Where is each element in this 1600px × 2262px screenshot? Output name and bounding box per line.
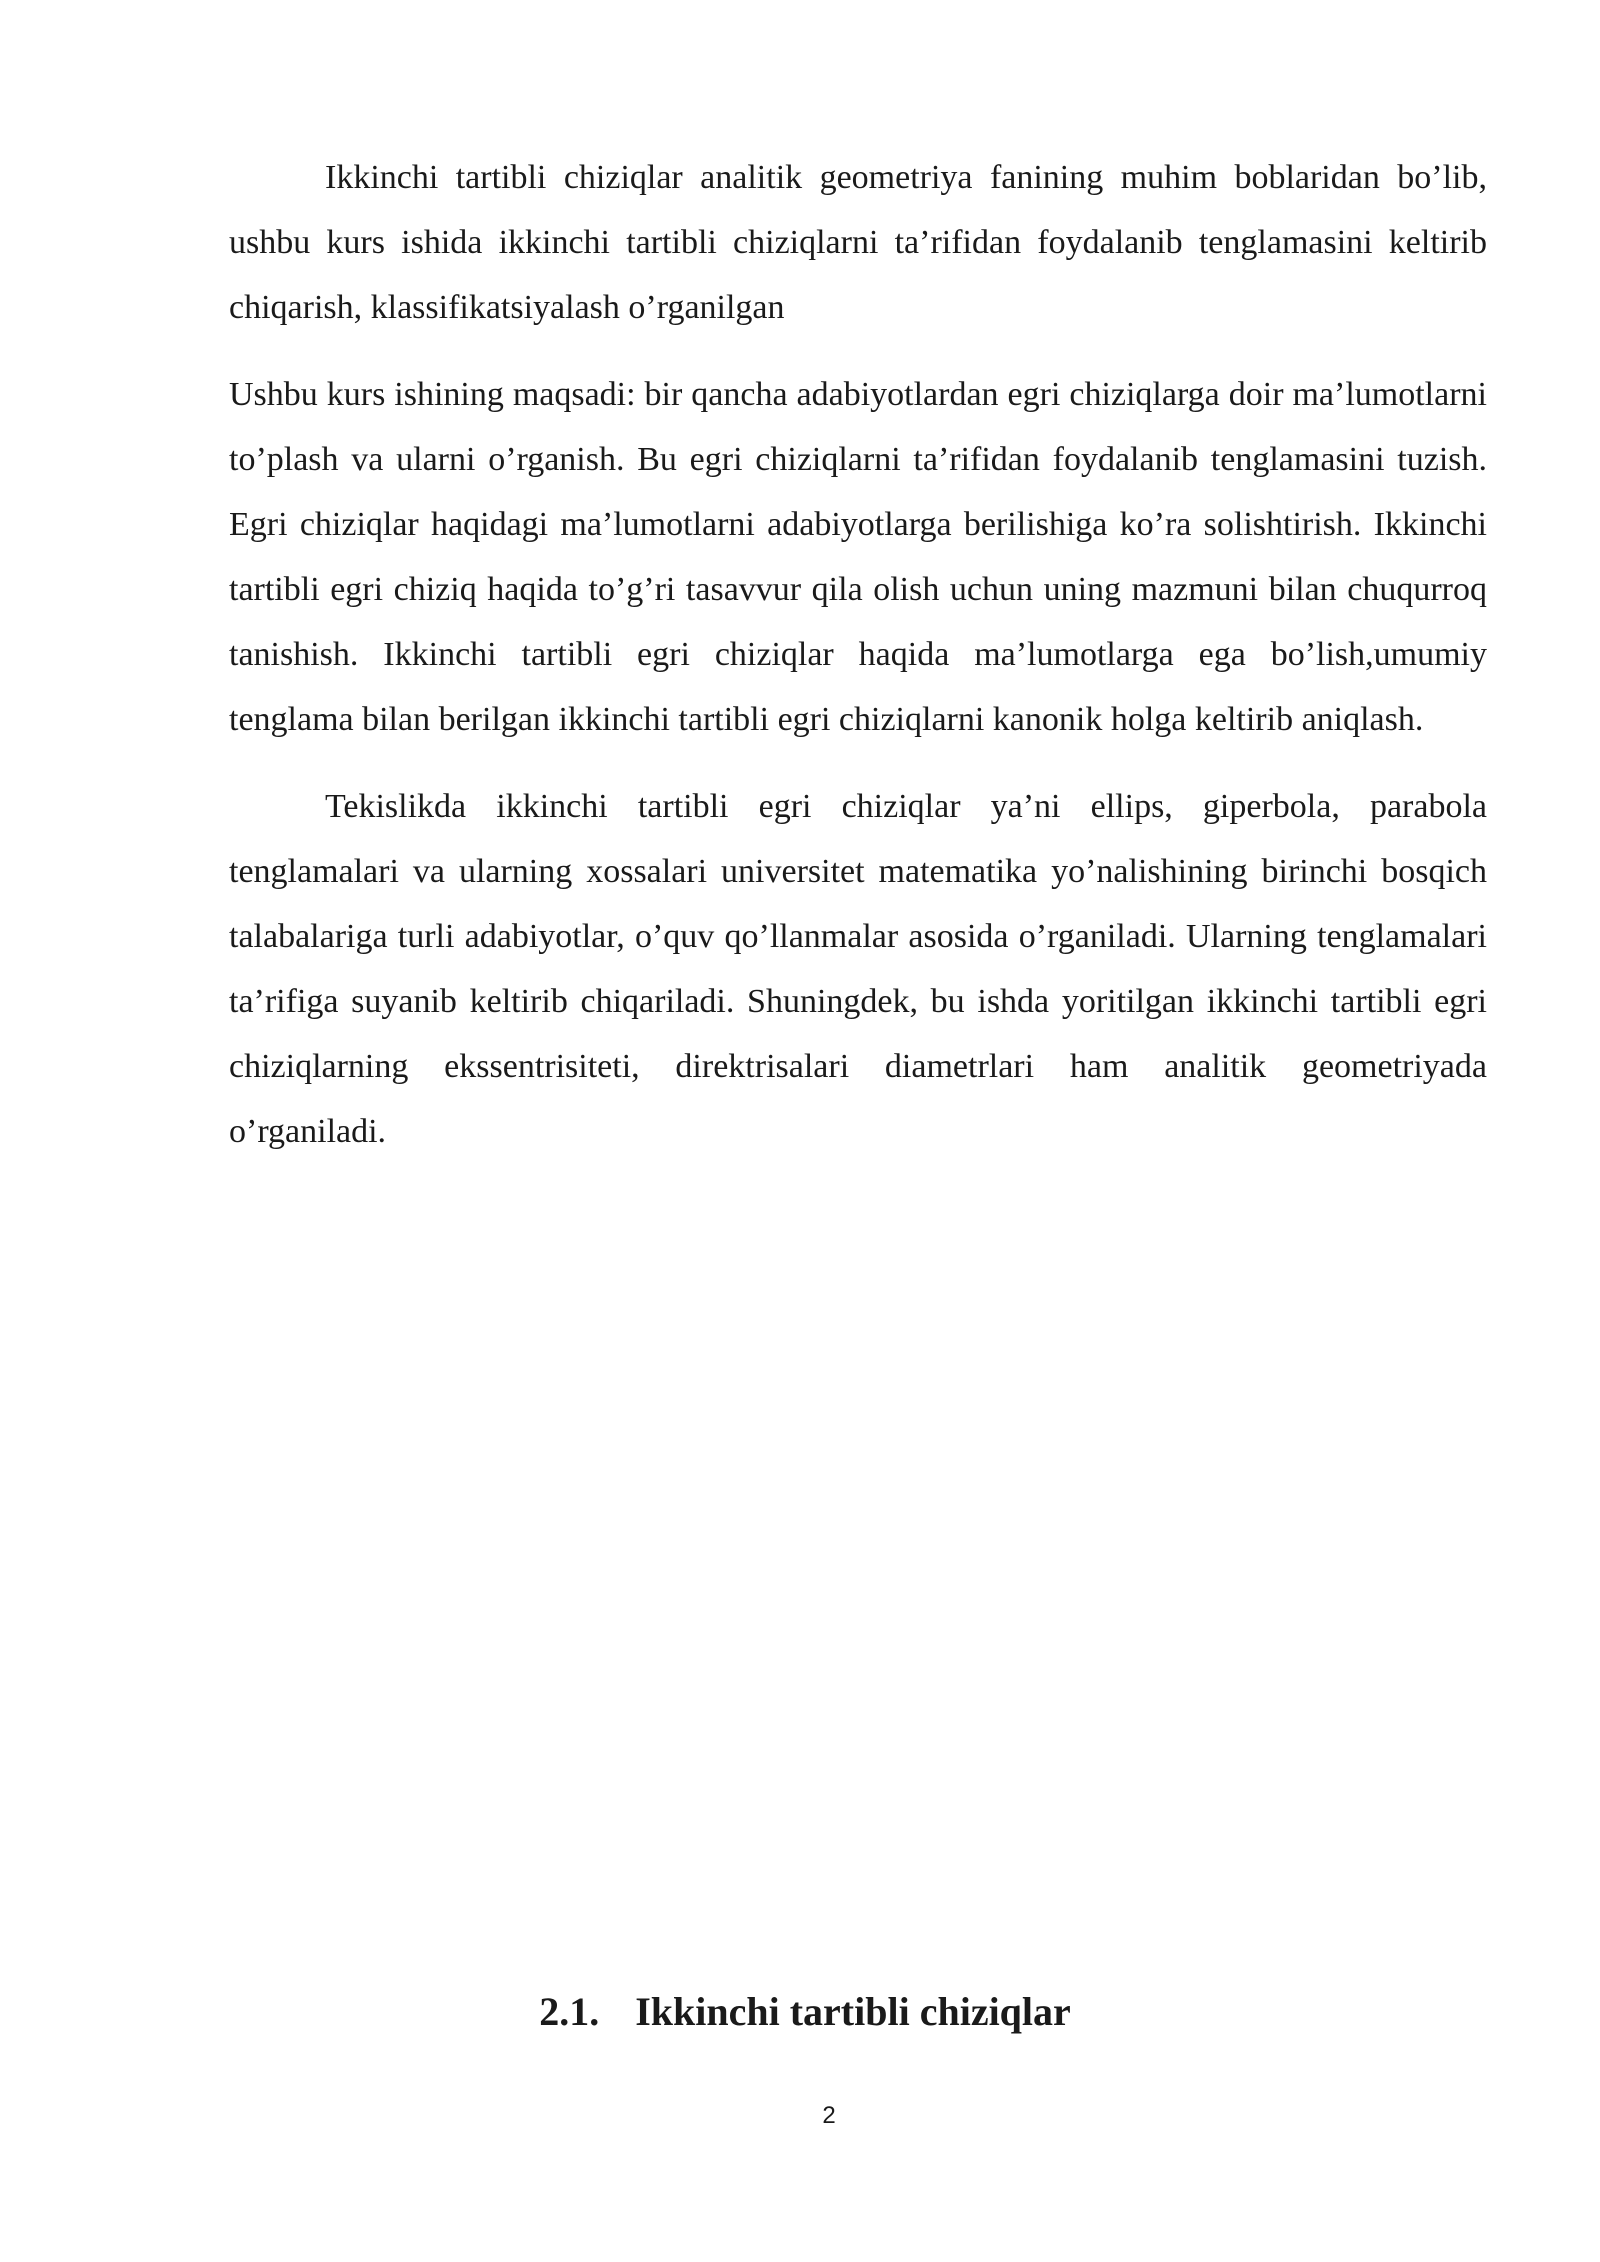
intro-paragraph: Ikkinchi tartibli chiziqlar analitik geometriya fanining muhim boblaridan bo’lib, ushbu kurs ishida ikkinchi tartibli chiziqlarni ta’rifidan foydalanib tenglamasini keltirib chiqarish, klassifikatsiyalash o’rganilgan	[229, 159, 1487, 326]
section-title: Ikkinchi tartibli chiziqlar	[635, 1989, 1071, 2034]
section-number: 2.1.	[539, 1989, 600, 2034]
section-heading	[0, 1984, 1600, 2040]
purpose-paragraph: Ushbu kurs ishining maqsadi: bir qancha adabiyotlardan egri chiziqlarga doir ma’lumotlarni to’plash va ularni o’rganish. Bu egri chiziqlarni ta’rifidan foydalanib tenglamasini tuzish. Egri chiziqlar haqidagi ma’lumotlarni adabiyotlarga berilishiga ko’ra solishtirish. Ikkinchi tartibli egri chiziq haqida to’g’ri tasavvur qila olish uchun uning mazmuni bilan chuqurroq tanishish. Ikkinchi tartibli egri chiziqlar haqida ma’lumotlarga ega bo’lish,umumiy tenglama bilan berilgan ikkinchi tartibli egri chiziqlarni kanonik holga keltirib aniqlash.	[229, 376, 1487, 738]
body-text	[229, 145, 1487, 1186]
page-number: 2	[822, 2102, 836, 2129]
scope-paragraph: Tekislikda ikkinchi tartibli egri chiziqlar ya’ni ellips, giperbola, parabola tenglamalari va ularning xossalari universitet matematika yo’nalishining birinchi bosqich talabalariga turli adabiyotlar, o’quv qo’llanmalar asosida o’rganiladi. Ularning tenglamalari ta’rifiga suyanib keltirib chiqariladi. Shuningdek, bu ishda yoritilgan ikkinchi tartibli egri chiziqlarning ekssentrisiteti, direktrisalari diametrlari ham analitik geometriyada o’rganiladi.	[229, 788, 1487, 1150]
